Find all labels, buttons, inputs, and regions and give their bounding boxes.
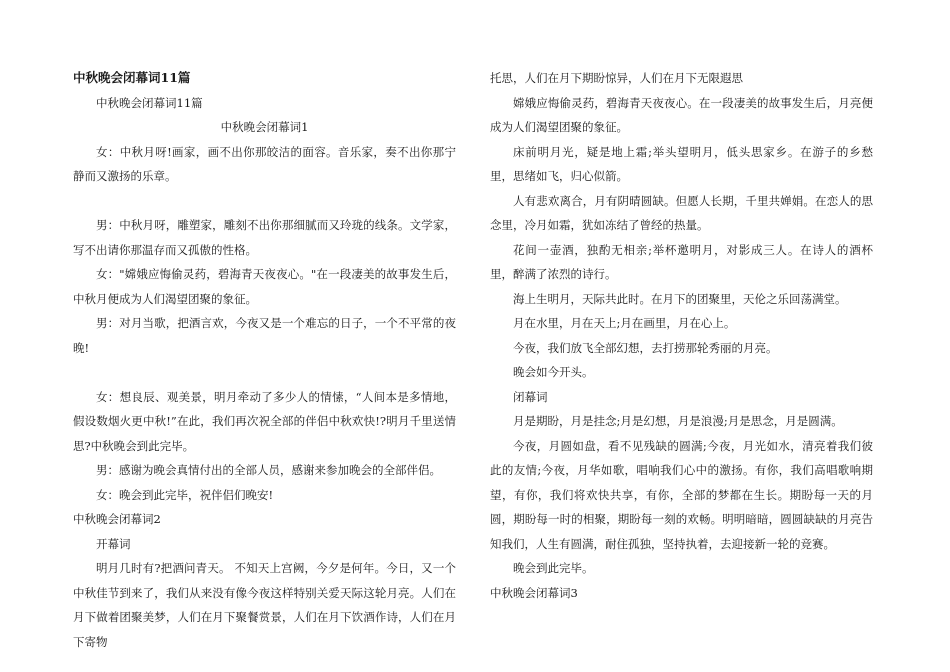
section-3-title: 中秋晚会闭幕词3: [490, 585, 578, 600]
paragraph: 女：中秋月呀!画家，画不出你那皎洁的面容。音乐家，奏不出你那宁静而又激扬的乐章。: [73, 144, 456, 183]
document-title: 中秋晚会闭幕词11篇: [73, 70, 191, 85]
paragraph: 男：感谢为晚会真情付出的全部人员，感谢来参加晚会的全部伴侣。: [96, 463, 441, 477]
paragraph: 明月几时有?把酒问青天。 不知天上宫阙，今夕是何年。今日，又一个中秋佳节到来了，我们从来没有像今夜这样特别关爱天际这轮月亮。人们在月下做着团聚美梦，人们在月下聚餐赏景，人们在月下饮酒作诗，人们在月下寄物: [73, 561, 456, 649]
paragraph: 女：晚会到此完毕，祝伴侣们晚安!: [96, 487, 274, 502]
paragraph: 男：中秋月呀，雕塑家，雕刻不出你那细腻而又玲珑的线条。文学家，写不出请你那温存而又孤傲的性格。: [73, 218, 456, 257]
section-2-title: 中秋晚会闭幕词2: [73, 512, 161, 526]
closing-label: 闭幕词: [513, 389, 548, 404]
paragraph: 人有悲欢离合，月有阴晴圆缺。但愿人长期，千里共婵娟。在恋人的思念里，冷月如霜，犹如冻结了曾经的热量。: [490, 193, 873, 232]
paragraph: 月是期盼，月是挂念;月是幻想，月是浪漫;月是思念，月是圆满。: [513, 414, 843, 428]
paragraph: 女："嫦娥应悔偷灵药，碧海青天夜夜心。"在一段凄美的故事发生后，中秋月便成为人们渴望团聚的象征。: [73, 267, 456, 306]
document-subtitle: 中秋晚会闭幕词11篇: [96, 95, 203, 110]
paragraph: 晚会到此完毕。: [513, 561, 594, 575]
paragraph: 今夜，月圆如盘，看不见残缺的圆满;今夜，月光如水，清亮着我们彼此的友情;今夜，月华如歌，唱响我们心中的激扬。有你，我们高唱歌响期望，有你，我们将欢快共享，有你，全部的梦都在生长。期盼每一天的月圆，期盼每一时的相聚，期盼每一刻的欢畅。明明暗暗，圆圆缺缺的月亮告知我们，人生有圆满，耐住孤独，坚持执着，去迎接新一轮的竞赛。: [490, 438, 873, 551]
left-column: [73, 66, 456, 654]
opening-label: 开幕词: [96, 536, 131, 551]
paragraph: 嫦娥应悔偷灵药，碧海青天夜夜心。在一段凄美的故事发生后，月亮便成为人们渴望团聚的象征。: [490, 95, 873, 134]
section-1-title: 中秋晚会闭幕词1: [220, 120, 309, 134]
paragraph: 晚会如今开头。: [513, 365, 594, 379]
paragraph: 月在水里，月在天上;月在画里，月在心上。: [513, 316, 736, 330]
spacer: [73, 360, 456, 385]
paragraph: 女：想良辰、观美景，明月牵动了多少人的情愫，“人间本是多情地，假设数烟火更中秋!”在此，我们再次祝全部的伴侣中秋欢快!?明月千里送情思?中秋晚会到此完毕。: [73, 389, 456, 453]
right-column: [490, 66, 873, 605]
paragraph: 今夜，我们放飞全部幻想，去打捞那轮秀丽的月亮。: [513, 340, 778, 355]
paragraph: 花间一壶酒，独酌无相亲;举杯邀明月，对影成三人。在诗人的酒杯里，醉满了浓烈的诗行。: [490, 242, 873, 281]
paragraph: 海上生明月，天际共此时。在月下的团聚里，天伦之乐回荡满堂。: [513, 291, 847, 306]
paragraph: 男：对月当歌，把酒言欢，今夜又是一个难忘的日子，一个不平常的夜晚!: [73, 316, 456, 355]
paragraph: 床前明月光，疑是地上霜;举头望明月，低头思家乡。在游子的乡愁里，思绪如飞，归心似箭。: [490, 144, 873, 183]
spacer: [73, 189, 456, 214]
paragraph-continuation: 托思，人们在月下期盼惊异，人们在月下无限遐思: [490, 71, 743, 85]
